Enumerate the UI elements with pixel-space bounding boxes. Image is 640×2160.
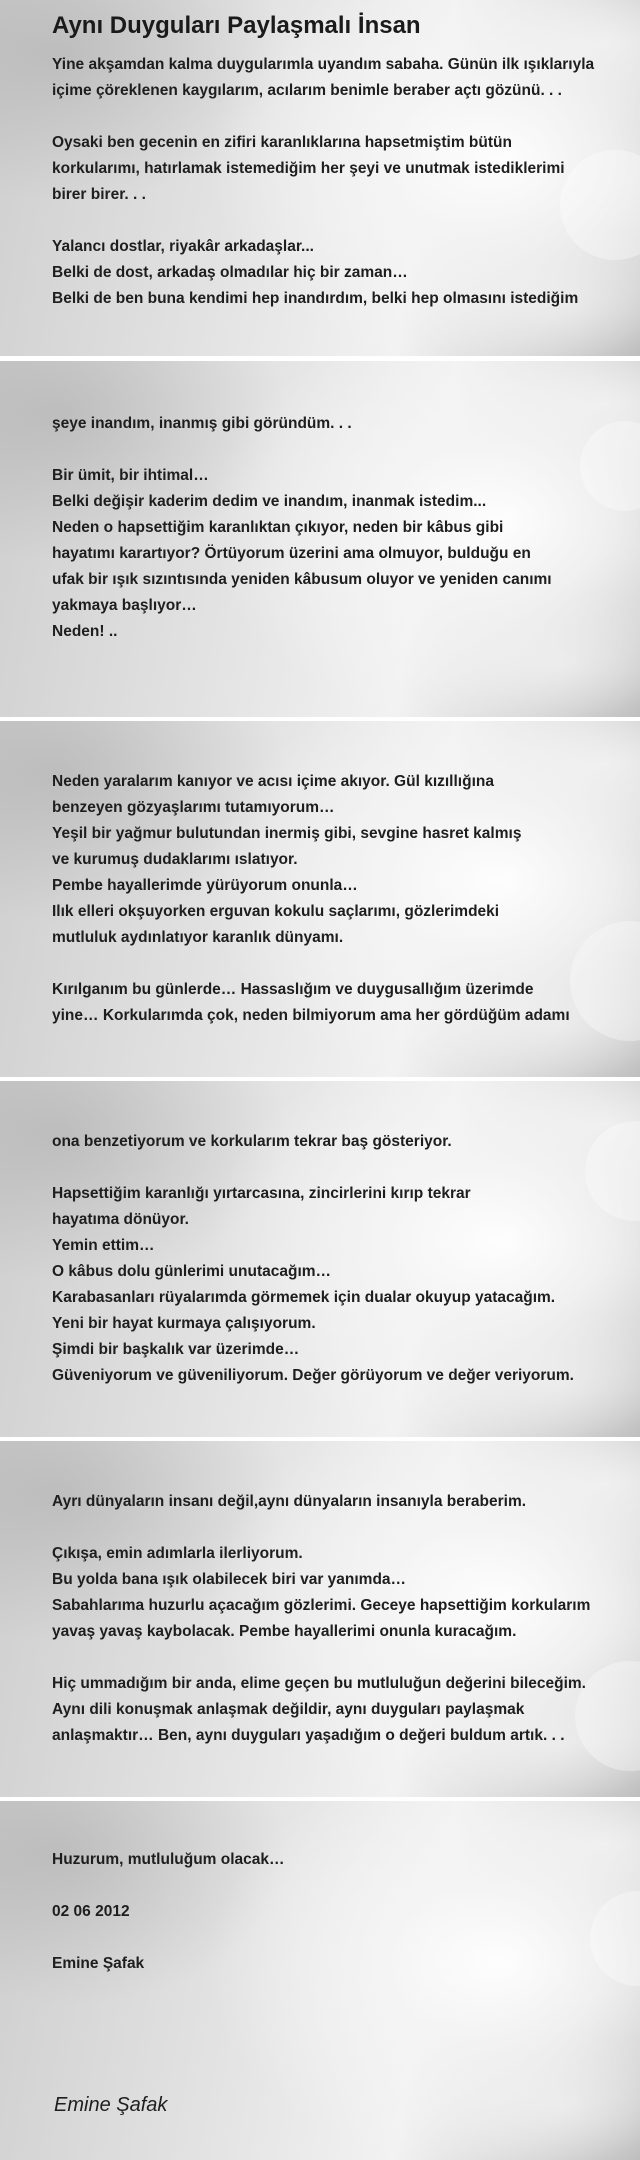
poem-text-3: Neden yaralarım kanıyor ve acısı içime akıyor. Gül kızıllığına benzeyen gözyaşlarımı tutamıyorum… Yeşil bir yağmur bulutundan inermiş gibi, sevgine hasret kalmış ve kurumuş dudaklarımı ıslatıyor. Pembe hayallerimde yürüyorum onunla… Ilık elleri okşuyorken erguvan kokulu saçlarımı, gözlerimdeki mutluluk aydınlatıyor karanlık dünyamı. Kırılganım bu günlerde… Hassaslığım ve duygusallığım üzerimde yine… Korkularımda çok, neden bilmiyorum ama her gördüğüm adamı [52,773,570,1024]
poem-page-2 [0,361,640,717]
poem-text-5: Ayrı dünyaların insanı değil,aynı dünyaların insanıyla beraberim. Çıkışa, emin adımlarla ilerliyorum. Bu yolda bana ışık olabilecek biri var yanımda… Sabahlarıma huzurlu açacağım gözlerimi. Geceye hapsettiğim korkularım yavaş yavaş kaybolacak. Pembe hayallerimi onunla kuracağım. Hiç ummadığım bir anda, elime geçen bu mutluluğun değerini bileceğim. Aynı dili konuşmak anlaşmak değildir, aynı duyguları paylaşmak anlaşmaktır… Ben, aynı duyguları yaşadığım o değeri buldum artık. . . [52,1493,591,1744]
poem-text-4: ona benzetiyorum ve korkularım tekrar baş gösteriyor. Hapsettiğim karanlığı yırtarcasına, zincirlerini kırıp tekrar hayatıma dönüyor. Yemin ettim… O kâbus dolu günlerimi unutacağım… Karabasanları rüyalarımda görmemek için dualar okuyup yatacağım. Yeni bir hayat kurmaya çalışıyorum. Şimdi bir başkalık var üzerimde… Güveniyorum ve güveniliyorum. Değer görüyorum ve değer veriyorum. [52,1133,574,1384]
poem-page-6 [0,1801,640,2160]
poem-page-4 [0,1081,640,1437]
poem-title: Aynı Duyguları Paylaşmalı İnsan [52,12,421,39]
poem-page-5 [0,1441,640,1797]
poem-page-3 [0,721,640,1077]
poem-text-1: Yine akşamdan kalma duygularımla uyandım sabaha. Günün ilk ışıklarıyla içime çöreklenen kaygılarım, acılarım benimle beraber açtı gözünü. . . Oysaki ben gecenin en zifiri karanlıklarına hapsetmiştim bütün korkularımı, hatırlamak istemediğim her şeyi ve unutmak istediklerimi birer birer. . . Yalancı dostlar, riyakâr arkadaşlar... Belki de dost, arkadaş olmadılar hiç bir zaman… Belki de ben buna kendimi hep inandırdım, belki hep olmasını istediğim [52,56,595,307]
poem-text-6: Huzurum, mutluluğum olacak… 02 06 2012 Emine Şafak [52,1851,285,1972]
poem-text-2: şeye inandım, inanmış gibi göründüm. . . Bir ümit, bir ihtimal… Belki değişir kaderim dedim ve inandım, inanmak istedim... Neden o hapsettiğim karanlıktan çıkıyor, neden bir kâbus gibi hayatımı karartıyor? Örtüyorum üzerini ama olmuyor, bulduğu en ufak bir ışık sızıntısında yeniden kâbusum oluyor ve yeniden canımı yakmaya başlıyor… Neden! .. [52,415,552,640]
poem-page-1 [0,0,640,356]
author-signature: Emine Şafak [54,2094,168,2116]
